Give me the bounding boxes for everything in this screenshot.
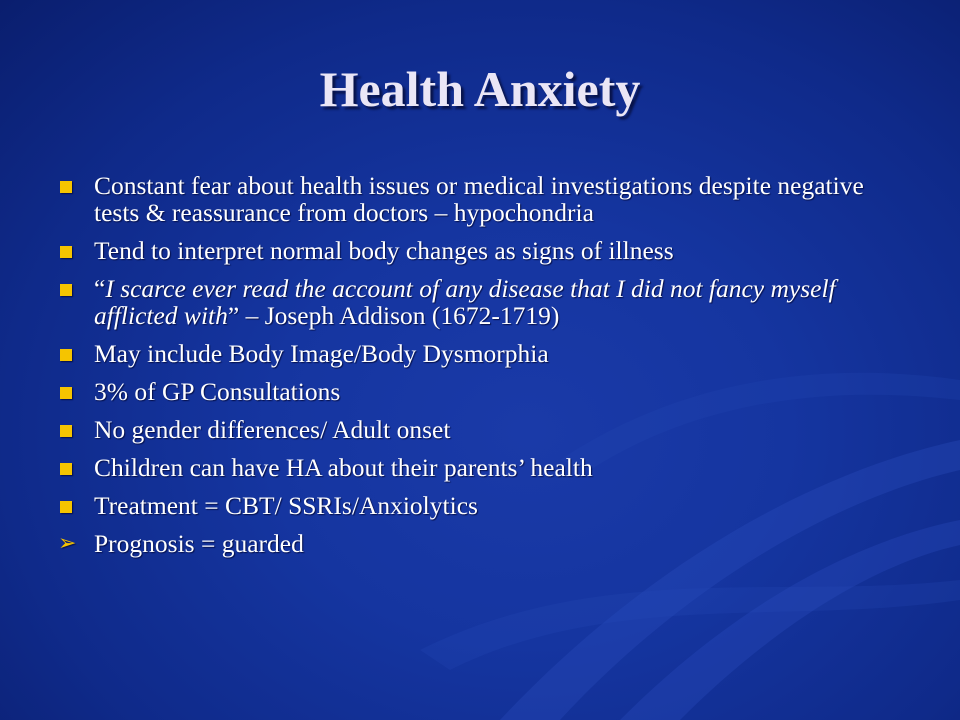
quote-attribution: ” – Joseph Addison (1672-1719): [227, 301, 560, 330]
bullet-text: Prognosis = guarded: [94, 529, 304, 558]
bullet-list: [58, 172, 878, 568]
square-bullet-icon: [60, 181, 72, 193]
bullet-text: Children can have HA about their parents’ health: [94, 453, 593, 482]
bullet-item: [58, 172, 878, 226]
square-bullet-icon: [60, 463, 72, 475]
square-bullet-icon: [60, 425, 72, 437]
bullet-text: 3% of GP Consultations: [94, 377, 341, 406]
square-bullet-icon: [60, 387, 72, 399]
bullet-text: Constant fear about health issues or medical investigations despite negative tests & reassurance from doctors – hypochondria: [94, 171, 864, 227]
bullet-item: [58, 530, 878, 557]
open-quote: “: [94, 274, 106, 303]
bullet-item: [58, 416, 878, 443]
bullet-text: May include Body Image/Body Dysmorphia: [94, 339, 549, 368]
square-bullet-icon: [60, 501, 72, 513]
quote-text: I scarce ever read the account of any disease that I did not fancy myself afflicted with: [94, 274, 836, 330]
bullet-item: [58, 340, 878, 367]
square-bullet-icon: [60, 284, 72, 296]
bullet-item: [58, 237, 878, 264]
arrow-bullet-icon: ➢: [58, 531, 77, 556]
bullet-text: Tend to interpret normal body changes as signs of illness: [94, 236, 674, 265]
square-bullet-icon: [60, 246, 72, 258]
slide-title: Health Anxiety: [319, 61, 641, 117]
bullet-item: [58, 275, 878, 329]
bullet-text: Treatment = CBT/ SSRIs/Anxiolytics: [94, 491, 478, 520]
bullet-item: [58, 378, 878, 405]
bullet-item: [58, 454, 878, 481]
bullet-text: No gender differences/ Adult onset: [94, 415, 451, 444]
square-bullet-icon: [60, 349, 72, 361]
bullet-item: [58, 492, 878, 519]
